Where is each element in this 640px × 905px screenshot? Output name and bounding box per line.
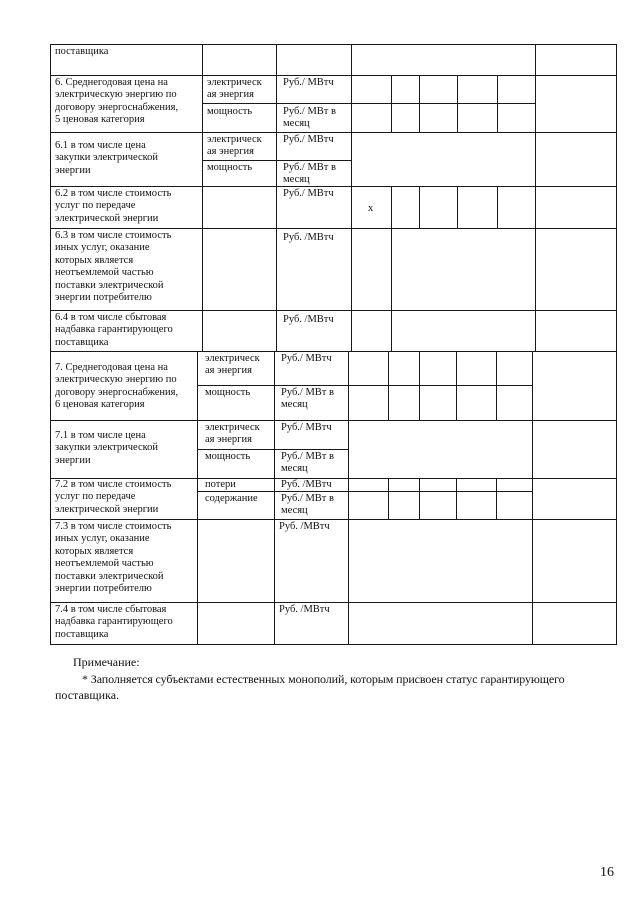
row-label: поставки электрической bbox=[55, 570, 164, 582]
row-label: 6.1 в том числе цена bbox=[55, 140, 146, 151]
row-label: 6.4 в том числе сбытовая bbox=[55, 312, 167, 323]
grid-line-v bbox=[348, 351, 349, 645]
row-label: услуг по передаче bbox=[55, 200, 136, 212]
grid-line-h bbox=[50, 644, 617, 645]
grid-line-v bbox=[419, 75, 420, 133]
grid-line-v bbox=[535, 44, 536, 352]
grid-line-h bbox=[50, 186, 617, 187]
row-label: договору энергоснабжения, bbox=[55, 386, 179, 398]
grid-line-h bbox=[50, 75, 617, 76]
grid-line-v bbox=[497, 186, 498, 229]
grid-line-h bbox=[50, 44, 617, 45]
grid-line-h bbox=[50, 310, 617, 311]
unit-cell: Руб./ МВт в bbox=[281, 493, 334, 504]
unit-cell: Руб./ МВтч bbox=[281, 422, 332, 433]
row-label: энергии bbox=[55, 454, 91, 466]
unit-cell: Руб. /МВтч bbox=[279, 521, 330, 532]
grid-line-v bbox=[456, 478, 457, 520]
row-label: 7. Среднегодовая цена на bbox=[55, 362, 168, 373]
unit-cell: Руб./ МВтч bbox=[283, 188, 334, 199]
grid-line-h bbox=[197, 491, 533, 492]
row-label: энергии bbox=[55, 164, 91, 176]
grid-line-v bbox=[50, 44, 51, 352]
type-cell: ая энергия bbox=[207, 89, 254, 101]
unit-cell: месяц bbox=[281, 399, 308, 411]
type-cell: содержание bbox=[205, 493, 258, 504]
type-cell: электрическ bbox=[207, 77, 262, 88]
page-number: 16 bbox=[600, 865, 614, 880]
row-label: которых является bbox=[55, 545, 134, 557]
unit-cell: месяц bbox=[281, 463, 308, 475]
type-cell: мощность bbox=[207, 106, 253, 117]
row-label: закупки электрической bbox=[55, 442, 159, 454]
grid-line-v bbox=[497, 75, 498, 133]
grid-line-v bbox=[457, 75, 458, 133]
unit-cell: месяц bbox=[283, 174, 310, 186]
grid-line-h bbox=[50, 351, 617, 352]
row-label: энергии потребителю bbox=[55, 292, 152, 303]
row-label: поставщика bbox=[55, 628, 109, 640]
grid-line-v bbox=[391, 228, 392, 352]
unit-cell: Руб. /МВтч bbox=[279, 604, 330, 615]
row-label: электрической энергии bbox=[55, 503, 159, 515]
unit-cell: Руб. /МВтч bbox=[281, 479, 332, 490]
grid-line-v bbox=[391, 186, 392, 229]
grid-line-v bbox=[274, 351, 275, 645]
row-label: закупки электрической bbox=[55, 152, 159, 164]
row-label: 7.4 в том числе сбытовая bbox=[55, 604, 167, 615]
row-label: электрическую энергию по bbox=[55, 374, 177, 386]
row-label: 7.2 в том числе стоимость bbox=[55, 479, 172, 490]
row-label: 5 ценовая категория bbox=[55, 114, 145, 126]
row-label: 6 ценовая категория bbox=[55, 399, 145, 411]
unit-cell: Руб./ МВт в bbox=[281, 451, 334, 462]
grid-line-h bbox=[50, 228, 617, 229]
type-cell: ая энергия bbox=[205, 365, 252, 377]
row-label: электрическую энергию по bbox=[55, 89, 177, 101]
row-label: иных услуг, оказание bbox=[55, 242, 150, 254]
row-label: 6. Среднегодовая цена на bbox=[55, 77, 168, 88]
grid-line-v bbox=[388, 351, 389, 421]
row-label: неотъемлемой частью bbox=[55, 558, 154, 570]
row-label: неотъемлемой частью bbox=[55, 267, 154, 279]
grid-line-v bbox=[419, 351, 420, 421]
type-cell: ая энергия bbox=[205, 434, 252, 446]
grid-line-v bbox=[202, 44, 203, 352]
row-label: поставщика bbox=[55, 46, 109, 57]
grid-line-h bbox=[50, 132, 617, 133]
grid-line-v bbox=[276, 44, 277, 352]
note-text: * Заполняется субъектами естественных монополий, которым присвоен статус гарантирующего bbox=[82, 672, 565, 686]
type-cell: ая энергия bbox=[207, 146, 254, 158]
type-cell: мощность bbox=[207, 162, 253, 173]
type-cell: потери bbox=[205, 479, 236, 490]
grid-line-h bbox=[197, 449, 349, 450]
row-label: поставки электрической bbox=[55, 279, 164, 291]
row-label: иных услуг, оказание bbox=[55, 533, 150, 545]
row-label: услуг по передаче bbox=[55, 491, 136, 503]
grid-line-h bbox=[202, 103, 536, 104]
grid-line-v bbox=[532, 351, 533, 645]
grid-line-h bbox=[50, 519, 617, 520]
grid-line-v bbox=[457, 186, 458, 229]
unit-cell: Руб./ МВтч bbox=[281, 353, 332, 364]
grid-line-v bbox=[197, 351, 198, 645]
grid-line-v bbox=[616, 44, 617, 352]
grid-line-h bbox=[50, 602, 617, 603]
row-label: 6.2 в том числе стоимость bbox=[55, 188, 172, 199]
unit-cell: Руб./ МВтч bbox=[283, 77, 334, 88]
row-label: договору энергоснабжения, bbox=[55, 101, 179, 113]
unit-cell: месяц bbox=[283, 118, 310, 130]
unit-cell: Руб./ МВт в bbox=[283, 162, 336, 173]
grid-line-v bbox=[351, 44, 352, 352]
note-title: Примечание: bbox=[73, 655, 140, 669]
type-cell: электрическ bbox=[205, 353, 260, 364]
grid-line-v bbox=[496, 351, 497, 421]
unit-cell: месяц bbox=[281, 505, 308, 517]
grid-line-v bbox=[419, 186, 420, 229]
grid-line-h bbox=[50, 420, 617, 421]
grid-line-v bbox=[419, 478, 420, 520]
type-cell: электрическ bbox=[205, 422, 260, 433]
unit-cell: Руб. /МВтч bbox=[283, 232, 334, 243]
unit-cell: Руб./ МВтч bbox=[283, 134, 334, 145]
grid-line-v bbox=[391, 75, 392, 133]
grid-line-h bbox=[197, 385, 533, 386]
unit-cell: Руб./ МВт в bbox=[281, 387, 334, 398]
grid-line-v bbox=[388, 478, 389, 520]
type-cell: мощность bbox=[205, 451, 251, 462]
note-text-continued: поставщика. bbox=[55, 688, 120, 702]
unit-cell: Руб./ МВт в bbox=[283, 106, 336, 117]
row-label: энергии потребителю bbox=[55, 583, 152, 594]
row-label: 7.1 в том числе цена bbox=[55, 430, 146, 441]
type-cell: мощность bbox=[205, 387, 251, 398]
row-label: надбавка гарантирующего bbox=[55, 616, 173, 628]
row-label: электрической энергии bbox=[55, 212, 159, 224]
unit-cell: Руб. /МВтч bbox=[283, 314, 334, 325]
grid-line-v bbox=[616, 351, 617, 645]
grid-line-v bbox=[456, 351, 457, 421]
row-label: надбавка гарантирующего bbox=[55, 324, 173, 336]
grid-line-v bbox=[496, 478, 497, 520]
grid-line-h bbox=[202, 160, 352, 161]
row-label: 7.3 в том числе стоимость bbox=[55, 521, 172, 532]
grid-line-v bbox=[50, 351, 51, 645]
row-label: 6.3 в том числе стоимость bbox=[55, 230, 172, 241]
type-cell: электрическ bbox=[207, 134, 262, 145]
row-label: которых является bbox=[55, 254, 134, 266]
na-mark: х bbox=[368, 203, 374, 214]
row-label: поставщика bbox=[55, 336, 109, 348]
